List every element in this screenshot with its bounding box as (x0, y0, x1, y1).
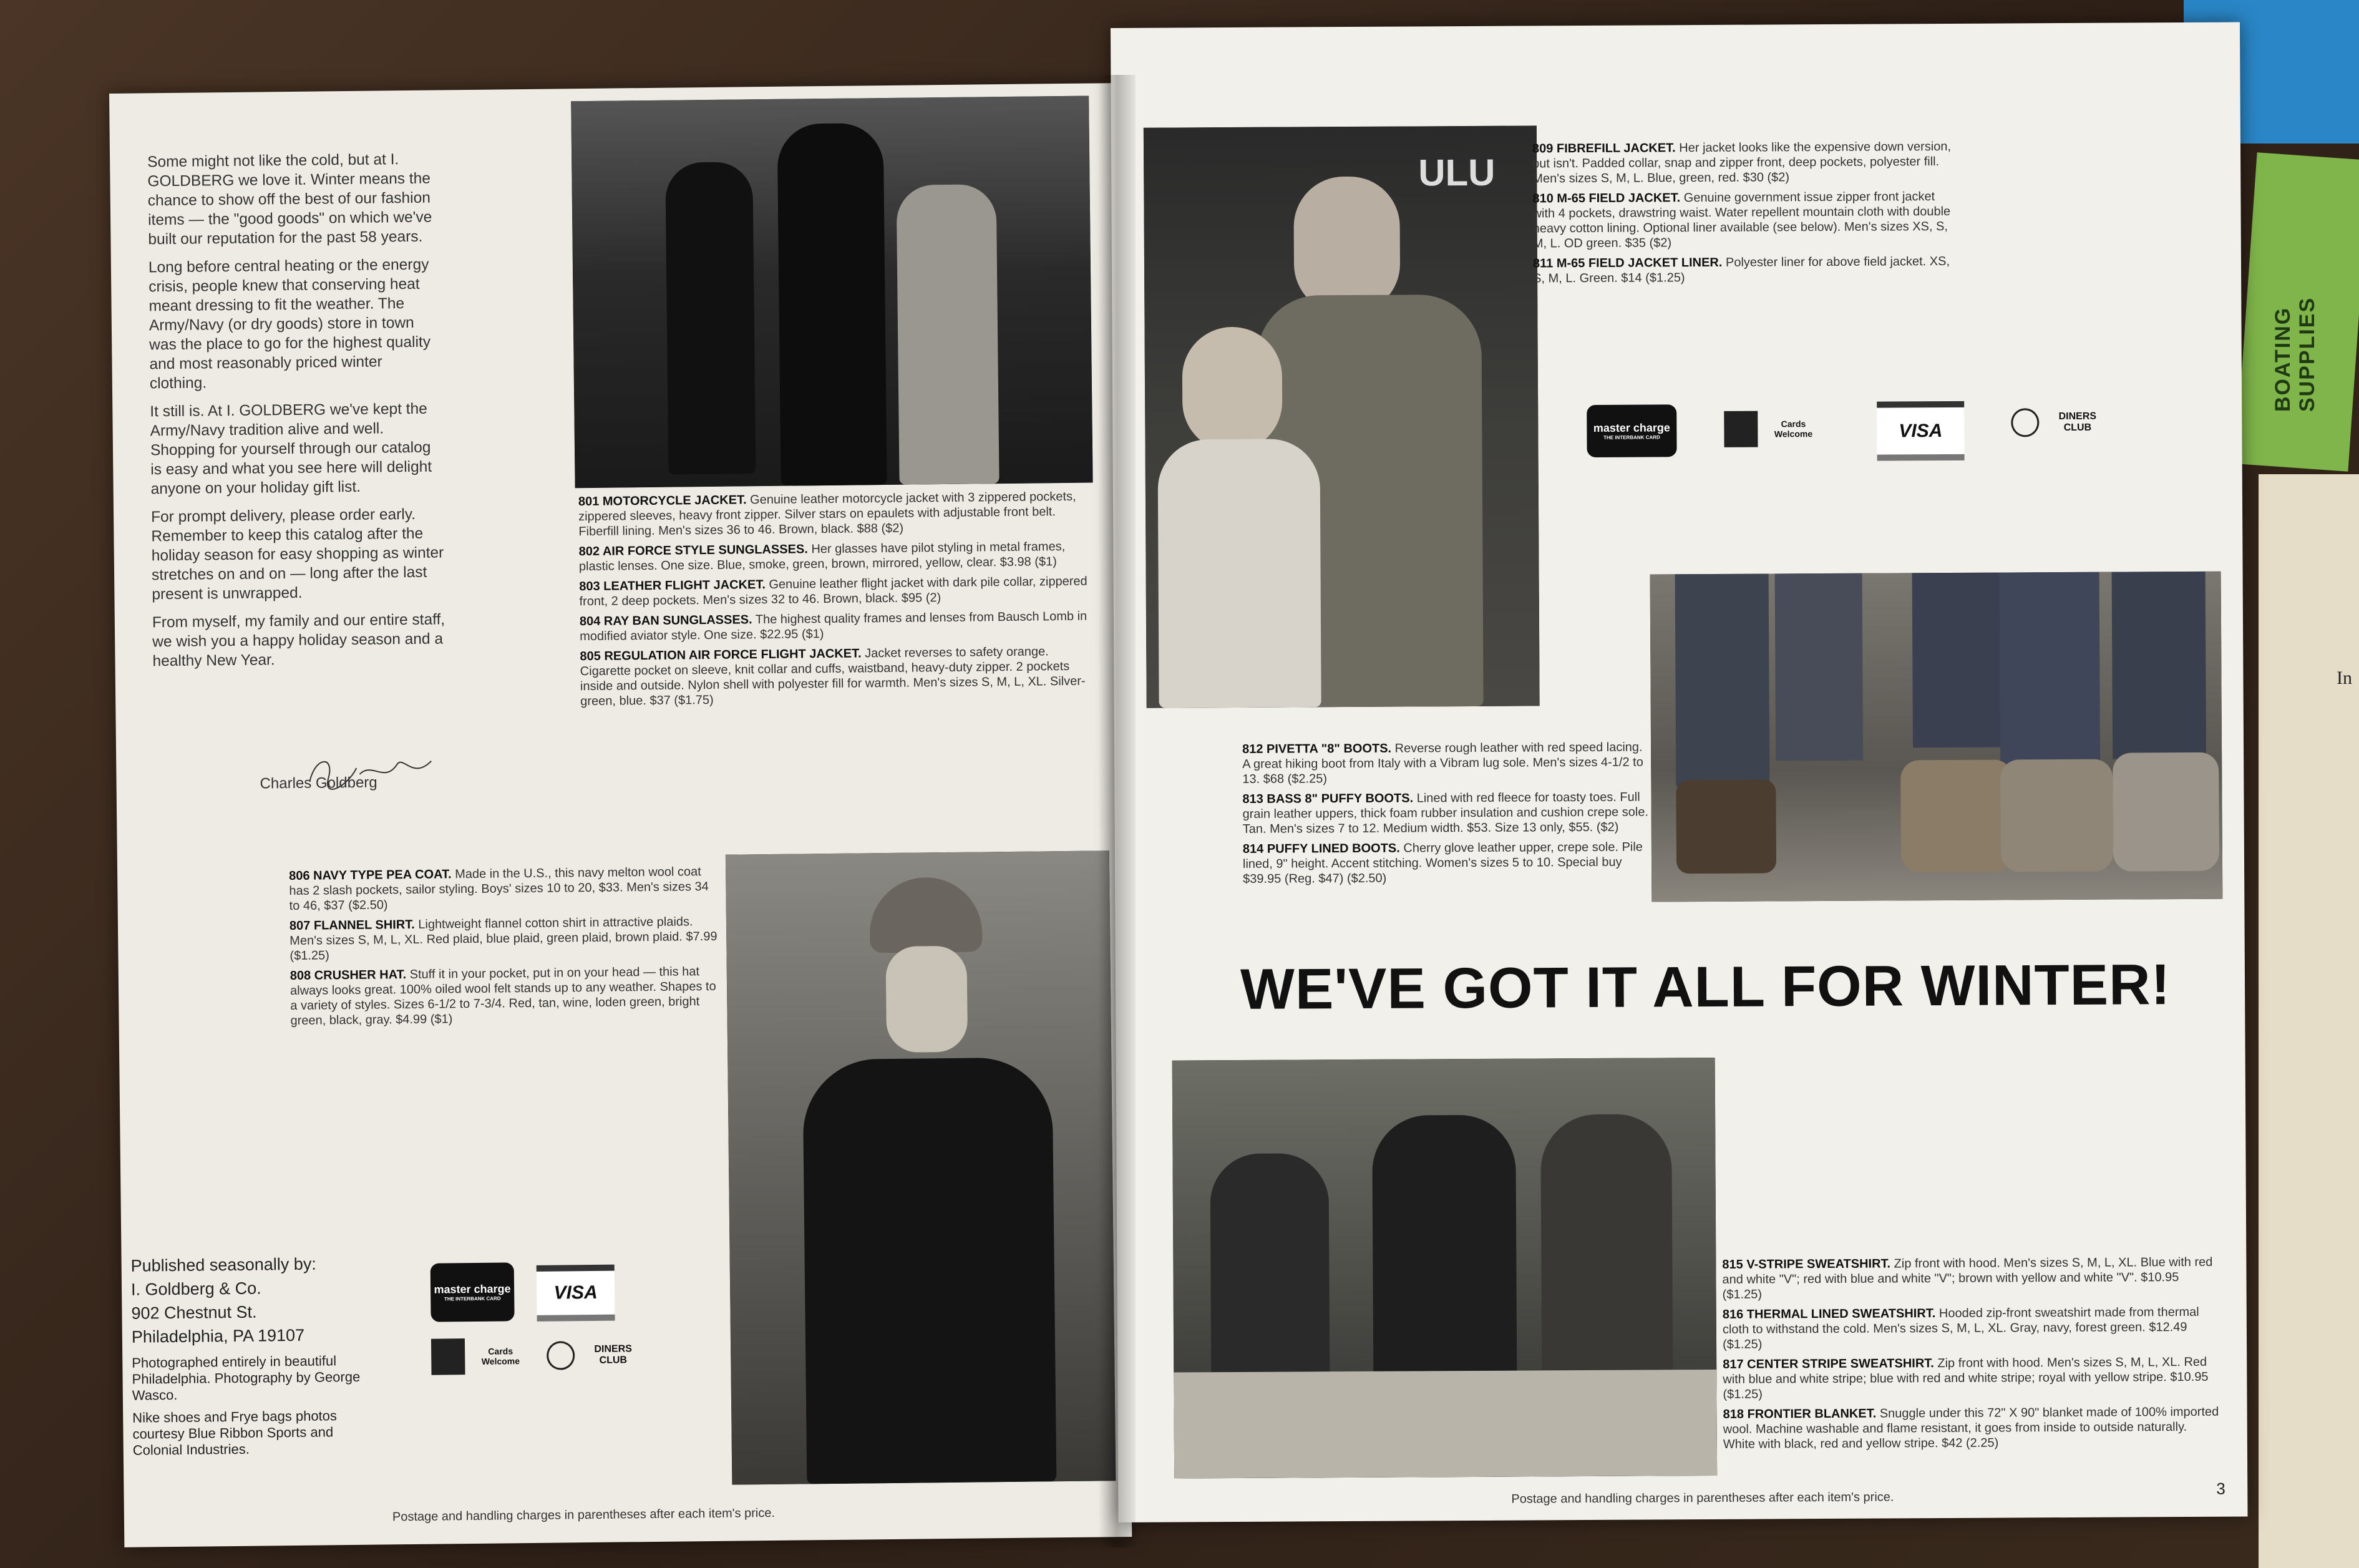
right-page (1111, 22, 2248, 1522)
page-number: 3 (2216, 1479, 2225, 1498)
item-label: 817 CENTER STRIPE SWEATSHIRT. (1723, 1356, 1934, 1371)
item-label: 816 THERMAL LINED SWEATSHIRT. (1722, 1307, 1936, 1322)
signature-name: Charles Goldberg (260, 774, 377, 792)
photo-pea-coat (726, 850, 1116, 1484)
item-text: Reverse rough leather with red speed lacing. A great hiking boot from Italy with a Vibram lug sole. Men's sizes 4-1/2 to 13. $68 ($2.25) (1242, 740, 1643, 786)
item-text: Genuine government issue zipper front jacket with 4 pockets, drawstring waist. Water repellent mountain cloth with double heavy cotton lining. Optional liner available (see below). Men's sizes XS, S, M, L. OD green. $35 ($2) (1532, 190, 1951, 251)
logo-text: master charge (1593, 421, 1670, 434)
list-item (1533, 254, 1957, 286)
logo-text: DINERS CLUB (2058, 411, 2097, 434)
photo-credits: Photographed entirely in beautiful Philadelphia. Photography by George Wasco. (132, 1353, 361, 1403)
item-label: 809 FIBREFILL JACKET. (1532, 141, 1676, 156)
item-text: Genuine leather motorcycle jacket with 3 zippered pockets, zippered sleeves, heavy front zipper. Silver stars on epaulets with adjustable front belt. Fiberfill lining. Men's sizes 36 to 46. Brown, black. $88 ($2) (578, 489, 1076, 539)
list-item (1723, 1355, 2219, 1402)
item-label: 814 PUFFY LINED BOOTS. (1242, 841, 1400, 856)
item-text: Polyester liner for above field jacket. XS, S, M, L. Green. $14 ($1.25) (1533, 254, 1950, 286)
logo-text: DINERS CLUB (594, 1343, 632, 1366)
headline: WE'VE GOT IT ALL FOR WINTER! (1240, 953, 2171, 1021)
footer-note: Postage and handling charges in parentheses after each item's price. (392, 1506, 776, 1524)
item-text: Lightweight flannel cotton shirt in attractive plaids. Men's sizes S, M, L, XL. Red plaid, blue plaid, green plaid, brown plaid. $7.99 ($1.25) (289, 915, 717, 963)
amex-logo (1724, 410, 1824, 448)
list-item (1532, 139, 1957, 187)
item-text: Snuggle under this 72" X 90" blanket made of 100% imported wool. Machine washable and flame resistant, it goes from inside to outside naturally. White with black, red and yellow stripe. $42 (2.25) (1723, 1405, 2219, 1451)
list-item (580, 608, 1097, 644)
item-label: 802 AIR FORCE STYLE SUNGLASSES. (578, 542, 808, 559)
item-list-bottom (289, 864, 721, 1033)
intro-paragraph: Long before central heating or the energy crisis, people knew that conserving heat meant dressing to fit the weather. The Army/Navy (or dry goods) store in town was the place to go for the highest quality and most reasonably priced winter clothing. (148, 256, 431, 392)
item-list-sweatshirts (1722, 1255, 2219, 1457)
publisher-name: I. Goldberg & Co. (130, 1278, 261, 1299)
item-text: Jacket reverses to safety orange. Cigarette pocket on sleeve, knit collar and cuffs, waistband, heavy-duty zipper. 2 pockets inside and outside. Nylon shell with polyester fill for warmth. Men's sizes S, M, L, XL. Silver-green, blue. $37 ($1.75) (580, 645, 1086, 709)
list-item (579, 573, 1097, 609)
list-item (290, 964, 721, 1028)
diners-club-logo (2011, 404, 2111, 442)
list-item (578, 489, 1097, 539)
item-label: 803 LEATHER FLIGHT JACKET. (579, 578, 766, 594)
publisher-city: Philadelphia, PA 19107 (131, 1325, 305, 1346)
item-label: 808 CRUSHER HAT. (289, 968, 407, 983)
diners-club-logo (547, 1336, 647, 1375)
item-text: Hooded zip-front sweatshirt made from thermal cloth to withstand the cold. Men's sizes S, M, L, XL. Gray, navy, forest green. $12.49 ($1.25) (1722, 1305, 2199, 1351)
item-text: The highest quality frames and lenses from Bausch Lomb in modified aviator style. One size. $22.95 ($1) (580, 609, 1087, 644)
item-list-jackets (1532, 139, 1957, 291)
list-item (1723, 1405, 2219, 1452)
diners-icon (2011, 408, 2039, 437)
logo-text: Cards Welcome (1774, 419, 1813, 439)
list-item (1723, 1305, 2219, 1352)
item-text: Lined with red fleece for toasty toes. Full grain leather uppers, thick foam rubber insulation and cushion crepe sole. Tan. Men's sizes 7 to 12. Medium width. $53. Size 13 only, $55. ($2) (1242, 790, 1649, 836)
logo-subtext: THE INTERBANK CARD (1603, 434, 1660, 441)
list-item (1722, 1255, 2218, 1302)
visa-logo (1877, 401, 1964, 461)
intro-paragraph: It still is. At I. GOLDBERG we've kept the Army/Navy tradition alive and well. Shopping for yourself through our catalog is easy and what you see here will delight anyone on your holiday gift list. (150, 400, 432, 498)
item-label: 812 PIVETTA "8" BOOTS. (1242, 741, 1392, 756)
item-text: Cherry glove leather upper, crepe sole. Pile lined, 9" height. Accent stitching. Women's sizes 5 to 10. Special buy $39.95 (Reg. $47) ($2.50) (1242, 840, 1643, 886)
item-label: 813 BASS 8" PUFFY BOOTS. (1242, 791, 1414, 806)
item-label: 806 NAVY TYPE PEA COAT. (289, 867, 452, 884)
intro-paragraph: From myself, my family and our entire staff, we wish you a happy holiday season and a healthy New Year. (152, 611, 445, 670)
diners-icon (547, 1341, 575, 1370)
item-label: 805 REGULATION AIR FORCE FLIGHT JACKET. (580, 646, 862, 664)
photo-boots (1650, 572, 2223, 902)
logo-text: VISA (553, 1282, 598, 1303)
visa-logo (537, 1265, 615, 1322)
item-label: 815 V-STRIPE SWEATSHIRT. (1722, 1257, 1891, 1272)
item-label: 818 FRONTIER BLANKET. (1723, 1406, 1877, 1421)
book-spine-text: BOATING SUPPLIES (2271, 296, 2319, 412)
master-charge-logo (1587, 404, 1676, 457)
publisher-address: 902 Chestnut St. (131, 1302, 257, 1323)
item-list-top (578, 489, 1099, 714)
left-page (109, 83, 1132, 1547)
sign-text: ULU (1418, 151, 1496, 194)
list-item (1242, 739, 1651, 786)
item-label: 810 M-65 FIELD JACKET. (1532, 191, 1681, 206)
item-text: Her jacket looks like the expensive down version, but isn't. Padded collar, snap and zipper front, deep pockets, polyester fill. Men's sizes S, M, L. Blue, green, red. $30 ($2) (1532, 139, 1952, 186)
list-item (1243, 839, 1651, 886)
intro-paragraph: For prompt delivery, please order early. Remember to keep this catalog after the holiday season for easy shopping as winter stretches on and on — long after the last present is unwrapped. (150, 505, 444, 603)
intro-letter (147, 149, 446, 679)
item-text: Made in the U.S., this navy melton wool coat has 2 slash pockets, sailor styling. Boys' sizes 10 to 20, $33. Men's sizes 34 to 46, $37 ($2.50) (289, 865, 709, 913)
list-item (289, 914, 721, 963)
list-item (1532, 189, 1957, 251)
intro-paragraph: Some might not like the cold, but at I. GOLDBERG we love it. Winter means the chance to show off the best of our fashion items — the "good goods" on which we've built our reputation for the past 58 years. (147, 151, 432, 248)
book-gutter (1098, 75, 1136, 1547)
paper-stack (2259, 474, 2359, 1568)
item-text: Zip front with hood. Men's sizes S, M, L, XL. Red with blue and white stripe; blue with red and white stripe; royal with yellow stripe. $10.95 ($1.25) (1723, 1355, 2209, 1401)
item-label: 804 RAY BAN SUNGLASSES. (579, 613, 752, 629)
footer-note: Postage and handling charges in parentheses after each item's price. (1511, 1490, 1894, 1506)
paper-stack-text: In (2337, 668, 2352, 688)
logo-text: Cards Welcome (481, 1346, 520, 1366)
list-item (580, 643, 1098, 709)
amex-icon (431, 1338, 465, 1375)
photo-sweatshirts (1172, 1058, 1717, 1479)
item-text: Zip front with hood. Men's sizes S, M, L, XL. Blue with red and white "V"; red with blue and white "V"; brown with yellow and white "V". $10.95 ($1.25) (1722, 1255, 2213, 1302)
list-item (1242, 789, 1651, 836)
amex-icon (1724, 411, 1758, 447)
photo-couple-field-jacket (1144, 125, 1540, 708)
item-text: Genuine leather flight jacket with dark pile collar, zippered front, 2 deep pockets. Men's sizes 32 to 46. Brown, black. $95 (2) (579, 574, 1087, 609)
logo-subtext: THE INTERBANK CARD (444, 1295, 501, 1302)
logo-text: VISA (1899, 420, 1943, 441)
master-charge-logo (430, 1262, 515, 1322)
item-label: 801 MOTORCYCLE JACKET. (578, 493, 747, 509)
item-label: 811 M-65 FIELD JACKET LINER. (1532, 255, 1723, 271)
photo-motorcycle-jackets (571, 96, 1092, 489)
list-item (289, 864, 720, 913)
product-credits: Nike shoes and Frye bags photos courtesy Blue Ribbon Sports and Colonial Industries. (132, 1408, 338, 1458)
list-item (579, 538, 1097, 574)
item-text: Her glasses have pilot styling in metal frames, plastic lenses. One size. Blue, smoke, green, brown, mirrored, yellow, clear. $3.98 ($1) (578, 539, 1066, 574)
publisher-line: Published seasonally by: (130, 1254, 317, 1275)
publisher-info (130, 1252, 382, 1459)
item-label: 807 FLANNEL SHIRT. (289, 917, 415, 933)
item-text: Stuff it in your pocket, put in on your head — this hat always looks great. 100% oiled wool felt stands up to any weather. Shapes to a variety of styles. Sizes 6-1/2 to 7-3/4. Red, tan, wine, loden green, bright green, black, gray. $4.99 ($1) (289, 965, 716, 1028)
amex-logo (431, 1337, 532, 1376)
logo-text: master charge (434, 1282, 511, 1296)
item-list-boots (1242, 739, 1651, 891)
